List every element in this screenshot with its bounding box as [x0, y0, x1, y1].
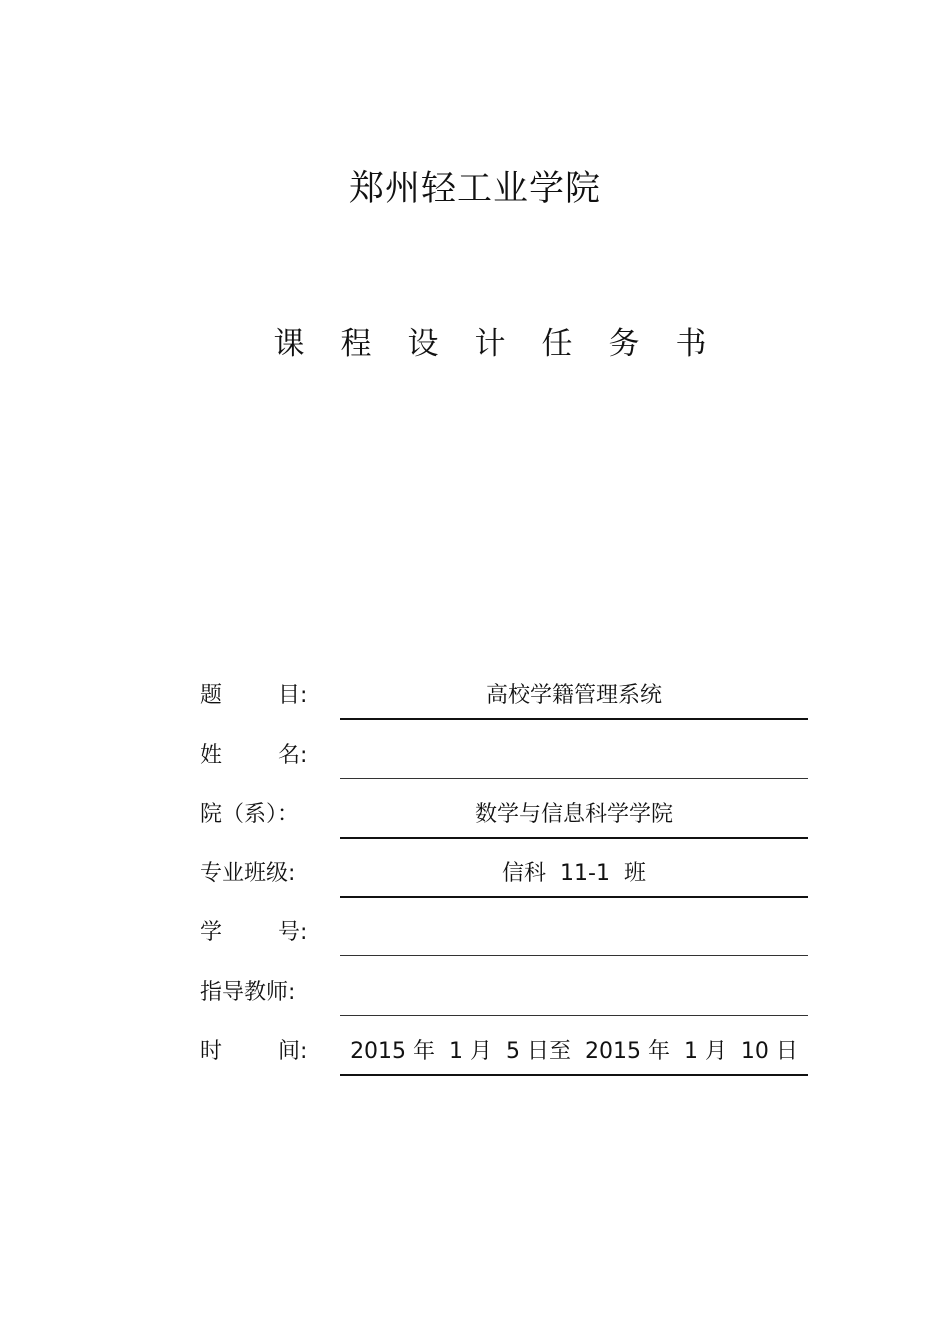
title-char: 书 — [675, 326, 707, 362]
advisor-underline — [340, 1015, 808, 1016]
school-name: 郑州轻工业学院 — [348, 169, 601, 209]
form-row-time — [200, 1036, 810, 1076]
time-value: 2015 年 1 月 5 日至 2015 年 1 月 10 日 — [350, 1039, 798, 1064]
name-label: 姓 名: — [200, 743, 308, 768]
class-label: 专业班级: — [200, 861, 296, 886]
class-underline — [340, 896, 808, 898]
title-char: 课 — [273, 326, 305, 362]
student-id-underline — [340, 955, 808, 956]
advisor-label: 指导教师: — [200, 980, 296, 1005]
department-value: 数学与信息科学学院 — [474, 802, 673, 827]
title-char: 计 — [474, 326, 506, 362]
form-row-department — [200, 799, 810, 839]
document-title — [0, 322, 950, 366]
time-label: 时 间: — [200, 1039, 308, 1064]
topic-underline — [340, 718, 808, 720]
form-row-topic — [200, 680, 810, 720]
form-row-student-id — [200, 917, 810, 957]
title-char: 任 — [541, 326, 573, 362]
form-row-name — [200, 740, 810, 780]
title-char: 程 — [340, 326, 372, 362]
student-id-label: 学 号: — [200, 920, 308, 945]
topic-label: 题 目: — [200, 683, 308, 708]
department-underline — [340, 837, 808, 839]
name-underline — [340, 778, 808, 779]
title-char: 务 — [608, 326, 640, 362]
form-row-advisor — [200, 977, 810, 1017]
topic-value: 高校学籍管理系统 — [485, 683, 662, 708]
department-label: 院（系）： — [200, 802, 300, 827]
title-char: 设 — [407, 326, 439, 362]
time-underline — [340, 1074, 808, 1076]
class-value: 信科 11-1 班 — [502, 861, 646, 886]
form-row-class — [200, 858, 810, 898]
